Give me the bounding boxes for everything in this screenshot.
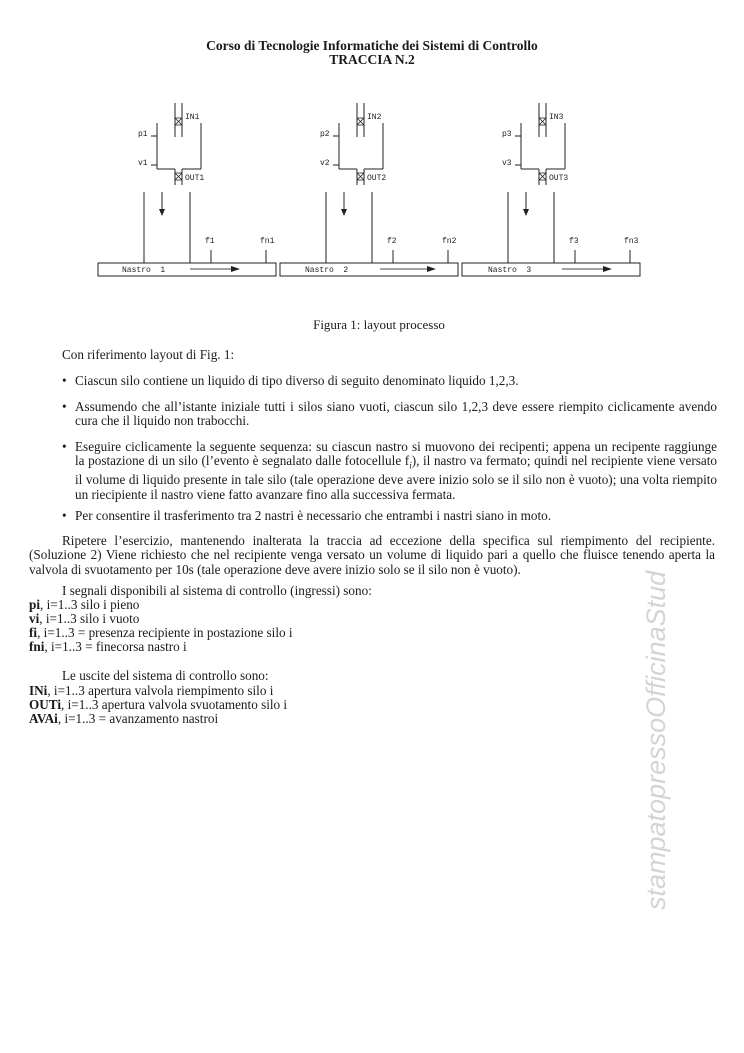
flow-arrow-icon	[523, 192, 529, 216]
bullet-item-4	[62, 509, 717, 523]
bullet-icon: •	[62, 373, 67, 388]
signal-desc: , i=1..3 = presenza recipiente in postazione silo i	[37, 625, 293, 640]
outputs-intro: Le uscite del sistema di controllo sono:	[62, 668, 269, 683]
signal-name: fi	[29, 625, 38, 640]
inlet-valve-label: IN2	[367, 113, 382, 122]
empty-sensor-label: v3	[502, 159, 512, 168]
bullet-item-2	[62, 400, 717, 429]
full-sensor-label: p1	[138, 130, 148, 139]
bullet-icon: •	[62, 439, 67, 454]
signal-name: vi	[29, 611, 40, 626]
process-layout-figure	[0, 90, 744, 290]
signal-desc: , i=1..3 silo i pieno	[40, 597, 140, 612]
photocell-label: f3	[569, 237, 579, 246]
inlet-valve-icon	[539, 118, 546, 125]
bullet-icon: •	[62, 399, 67, 414]
inlet-valve-label: IN3	[549, 113, 564, 122]
outlet-valve-icon	[357, 173, 364, 180]
bullet-icon: •	[62, 508, 67, 523]
inlet-valve-icon	[357, 118, 364, 125]
bullet-text: Assumendo che all’istante iniziale tutti i silos siano vuoti, ciascun silo 1,2,3 deve essere riempito ciclicamente avendo cura che il liquido non trabocchi.	[75, 399, 717, 429]
silo-2	[280, 103, 458, 276]
belt-label: Nastro 1	[122, 266, 166, 275]
full-sensor-label: p3	[502, 130, 512, 139]
photocell-label: f2	[387, 237, 397, 246]
inlet-valve-label: IN1	[185, 113, 200, 122]
conveyor-belt-2	[280, 263, 458, 276]
output-signal-row	[29, 712, 218, 726]
figure-caption: Figura 1: layout processo	[313, 317, 445, 332]
endstop-label: fn1	[260, 237, 275, 246]
intro-paragraph: Con riferimento layout di Fig. 1:	[62, 347, 235, 362]
outlet-valve-label: OUT1	[185, 174, 205, 183]
signal-desc: , i=1..3 apertura valvola svuotamento silo i	[61, 697, 288, 712]
belt-label: Nastro 3	[488, 266, 532, 275]
signal-desc: , i=1..3 = avanzamento nastroi	[57, 711, 219, 726]
input-signal-row	[29, 640, 187, 654]
outlet-valve-icon	[539, 173, 546, 180]
signal-name: INi	[29, 683, 48, 698]
repeat-paragraph: Ripetere l’esercizio, mantenendo inalterata la traccia ad eccezione della specifica sul riempimento del recipiente. (Soluzione 2) Viene richiesto che nel recipiente venga versato un volume di liquido pari a quello che fluisce tenendo aperta la valvola di svuotamento per 10s (tale operazione deve avere inizio solo se il silo non è vuoto).	[29, 533, 715, 577]
endstop-label: fn2	[442, 237, 457, 246]
flow-arrow-icon	[341, 192, 347, 216]
assignment-title: TRACCIA N.2	[329, 52, 415, 67]
bullet-item-3	[62, 440, 717, 502]
bullet-text	[75, 440, 717, 502]
signal-name: pi	[29, 597, 40, 612]
signal-desc: , i=1..3 apertura valvola riempimento silo i	[47, 683, 274, 698]
full-sensor-label: p2	[320, 130, 330, 139]
photocell-subscript: i	[409, 460, 412, 471]
print-watermark: stampatopressoOfficinaStud	[641, 570, 671, 910]
belt-label: Nastro 2	[305, 266, 349, 275]
empty-sensor-label: v1	[138, 159, 148, 168]
outlet-valve-icon	[175, 173, 182, 180]
inlet-valve-icon	[175, 118, 182, 125]
outlet-valve-label: OUT3	[549, 174, 569, 183]
signal-name: fni	[29, 639, 45, 654]
endstop-label: fn3	[624, 237, 639, 246]
photocell-label: f1	[205, 237, 215, 246]
inputs-intro: I segnali disponibili al sistema di controllo (ingressi) sono:	[62, 583, 372, 598]
bullet-text-part2: ), il nastro va fermato; quindi nel recipiente viene versato il volume di liquido presente in tale silo (tale operazione deve avere inizio solo se il silo non è vuoto); una volta riempito un riecipiente il nastro viene fatto avanzare fino alla successiva fermata.	[75, 453, 717, 502]
conveyor-belt-1	[98, 263, 276, 276]
course-title: Corso di Tecnologie Informatiche dei Sistemi di Controllo	[206, 38, 538, 53]
signal-name: AVAi	[29, 711, 58, 726]
signal-desc: , i=1..3 silo i vuoto	[39, 611, 140, 626]
signal-desc: , i=1..3 = finecorsa nastro i	[44, 639, 187, 654]
silo-3	[462, 103, 640, 276]
bullet-text: Per consentire il trasferimento tra 2 nastri è necessario che entrambi i nastri siano in moto.	[75, 508, 552, 523]
bullet-item-1	[62, 374, 717, 388]
bullet-text: Ciascun silo contiene un liquido di tipo diverso di seguito denominato liquido 1,2,3.	[75, 373, 519, 388]
flow-arrow-icon	[159, 192, 165, 216]
bullet-text-part1: Eseguire ciclicamente la seguente sequenza: su ciascun nastro si muovono dei recipenti; appena un recipente raggiunge la postazione di un silo (l’evento è segnalato dalle fotocellule f	[75, 439, 717, 469]
silo-1	[98, 103, 276, 276]
conveyor-belt-3	[462, 263, 640, 276]
empty-sensor-label: v2	[320, 159, 330, 168]
outlet-valve-label: OUT2	[367, 174, 387, 183]
signal-name: OUTi	[29, 697, 62, 712]
